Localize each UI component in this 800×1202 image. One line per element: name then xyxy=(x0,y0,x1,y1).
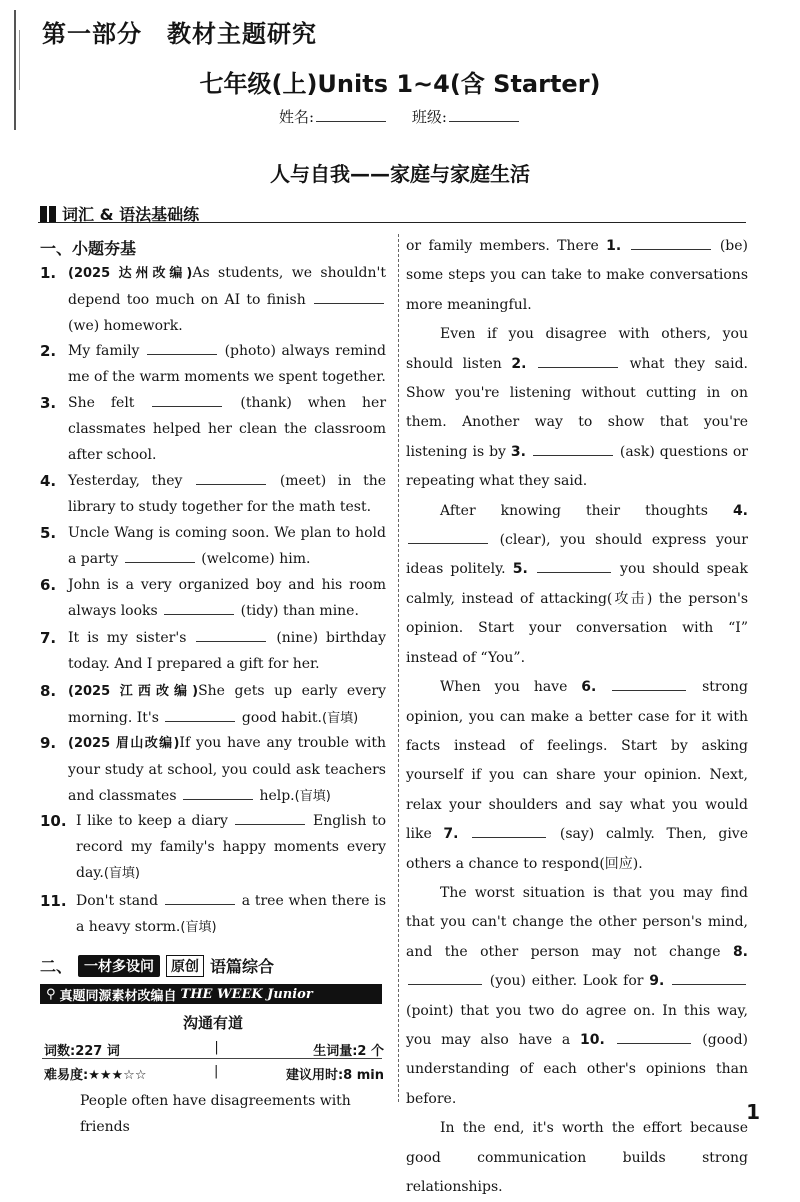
p3-text-a: After knowing their thoughts xyxy=(440,502,733,519)
question-note: (盲填) xyxy=(103,866,140,881)
question-pre-text: As students, we shouldn't depend too much on AI to finish xyxy=(68,265,387,308)
p3-text-c: you should speak calmly, instead of attacking(攻击) the person's opinion. Start your conversation with “I” instead of “You”. xyxy=(406,561,748,666)
p2-text-a: Even if you disagree with others, you should listen xyxy=(406,326,748,372)
answer-blank[interactable] xyxy=(314,289,384,304)
question-pre-text: My family xyxy=(68,343,140,359)
theme-title: 人与自我——家庭与家庭生活 xyxy=(270,162,530,186)
banner-text: 真题同源素材改编自 xyxy=(59,988,177,1004)
question-source: (2025 江西改编) xyxy=(68,684,199,699)
answer-blank[interactable] xyxy=(183,785,253,800)
question-number: 3. xyxy=(40,394,57,412)
question-pre-text: Don't stand xyxy=(76,893,159,909)
question-post-text: (tidy) than mine. xyxy=(240,603,359,619)
question-post-text: help. xyxy=(259,788,295,804)
question-note: (盲填) xyxy=(322,711,359,726)
passage-p6: In the end, it's worth the effort because good communication builds strong relationships. xyxy=(406,1120,748,1195)
question-pre-text: Yesterday, they xyxy=(68,473,183,489)
p5-text-a: The worst situation is that you may find that you can't change the other person's mind, and the other person may not change xyxy=(406,884,748,960)
question-post-text: a tree when there is a heavy storm. xyxy=(76,893,387,935)
p5-text-c: (point) that you two do agree on. In this way, you may also have a xyxy=(406,1002,748,1048)
page-number: 1 xyxy=(746,1100,760,1124)
question-pre-text: Uncle Wang is coming soon. We plan to hold a party xyxy=(68,525,386,567)
difficulty: 难易度:★★★☆☆ xyxy=(44,1068,147,1083)
p1-text-a: or family members. There xyxy=(406,238,607,254)
info-divider xyxy=(42,1058,382,1059)
question-text xyxy=(68,625,386,677)
question-number: 1. xyxy=(40,264,57,282)
info-row-2 xyxy=(44,1064,384,1083)
question-text xyxy=(68,390,386,468)
passage-column xyxy=(406,232,748,1202)
question-item xyxy=(40,572,386,624)
answer-blank[interactable] xyxy=(196,627,266,642)
question-text xyxy=(68,572,386,624)
passage-blank-7[interactable] xyxy=(472,823,546,838)
book-icon xyxy=(40,206,56,222)
p4-text-c: (say) calmly. Then, give others a chance to respond(回应). xyxy=(406,826,748,872)
question-post-text: (meet) in the library to study together for the math test. xyxy=(68,473,386,515)
p3-text-b: (clear), you should express your ideas politely. xyxy=(406,532,748,578)
question-note: (盲填) xyxy=(294,789,331,804)
new-words: 生词量:2 个 xyxy=(313,1044,384,1059)
answer-blank[interactable] xyxy=(165,890,235,905)
passage-title: 沟通有道 xyxy=(182,1014,243,1032)
question-text xyxy=(68,520,386,572)
answer-blank[interactable] xyxy=(147,340,217,355)
question-post-text: (thank) when her classmates helped her clean the classroom after school. xyxy=(68,395,387,463)
question-text xyxy=(76,888,386,941)
section2-label: 语篇综合 xyxy=(210,957,275,976)
p5-text-d: (good) understanding of each other's opinions than before. xyxy=(406,1031,749,1107)
question-text xyxy=(68,260,386,339)
answer-blank[interactable] xyxy=(165,707,235,722)
question-post-text: (photo) always remind me of the warm moments we spent together. xyxy=(68,343,386,385)
question-item xyxy=(40,888,386,941)
question-text xyxy=(76,808,386,887)
question-text xyxy=(68,730,386,810)
question-item xyxy=(40,730,386,810)
question-source: (2025 达州改编) xyxy=(68,266,193,281)
question-text xyxy=(68,338,386,390)
subsection-heading: 一、小题夯基 xyxy=(40,239,137,258)
question-number: 2. xyxy=(40,342,57,360)
blank-num-6: 6. xyxy=(581,679,597,696)
suggested-time: 建议用时:8 min xyxy=(285,1068,384,1083)
question-post-text: English to record my family's happy moments every day. xyxy=(76,813,387,881)
blank-num-10: 10. xyxy=(579,1031,605,1048)
blank-num-4: 4. xyxy=(732,502,748,519)
question-number: 8. xyxy=(40,682,57,700)
question-post-text: (welcome) him. xyxy=(201,551,311,567)
class-blank[interactable] xyxy=(449,107,519,122)
p1-text-b: (be) some steps you can take to make conversations more meaningful. xyxy=(406,238,748,313)
passage-blank-2[interactable] xyxy=(538,353,618,368)
question-item xyxy=(40,390,386,468)
passage-p1 xyxy=(406,232,748,320)
blank-num-9: 9. xyxy=(649,973,665,990)
passage-first-line: People often have disagreements with friends xyxy=(80,1093,351,1135)
info-separator: | xyxy=(214,1064,219,1079)
question-note: (盲填) xyxy=(180,920,217,935)
location-pin-icon: ⚲ xyxy=(46,986,56,1002)
p5-text-b: (you) either. Look for xyxy=(484,973,650,990)
banner-source: THE WEEK Junior xyxy=(180,986,313,1002)
main-title: 七年级(上)Units 1~4(含 Starter) xyxy=(199,70,601,98)
tag-one-material: 一材多设问 xyxy=(78,955,160,977)
p2-text-c: (ask) questions or repeating what they said. xyxy=(406,443,749,490)
blank-num-2: 2. xyxy=(511,355,527,372)
question-text xyxy=(68,468,386,520)
passage-p5 xyxy=(406,879,748,1114)
question-pre-text: I like to keep a diary xyxy=(76,813,228,829)
part-title: 第一部分 教材主题研究 xyxy=(42,20,317,48)
p2-text-b: what they said. Show you're listening without cutting in on them. Another way to show that you're listening is by xyxy=(406,355,748,460)
section2-prefix: 二、 xyxy=(40,957,73,976)
question-post-text: (nine) birthday today. And I prepared a gift for her. xyxy=(68,630,387,672)
question-post-text: good habit. xyxy=(241,710,322,726)
question-number: 5. xyxy=(40,524,57,542)
blank-num-3: 3. xyxy=(510,443,526,460)
name-class-row xyxy=(0,106,800,127)
question-source: (2025 眉山改编) xyxy=(68,736,180,751)
passage-p3 xyxy=(406,497,748,673)
blank-num-8: 8. xyxy=(732,943,748,960)
section1-heading-text: 词汇 & 语法基础练 xyxy=(62,205,200,224)
word-count: 词数:227 词 xyxy=(44,1044,120,1059)
blank-num-5: 5. xyxy=(512,561,528,578)
answer-blank[interactable] xyxy=(196,470,266,485)
answer-blank[interactable] xyxy=(125,548,195,563)
info-separator: | xyxy=(214,1040,219,1055)
question-number: 6. xyxy=(40,576,57,594)
passage-p4 xyxy=(406,673,748,879)
passage-blank-1[interactable] xyxy=(631,235,711,250)
section-divider xyxy=(38,222,746,223)
class-label: 班级: xyxy=(411,108,447,126)
passage-blank-8[interactable] xyxy=(408,970,482,985)
passage-blank-4[interactable] xyxy=(408,529,488,544)
question-number: 11. xyxy=(40,892,67,910)
question-pre-text: She felt xyxy=(68,395,135,411)
p4-text-b: strong opinion, you can make a better case for it with facts instead of feelings. Start by asking yourself if you can share your opinion. Next, relax your shoulders and say what you would like xyxy=(406,679,748,843)
passage-blank-10[interactable] xyxy=(617,1029,691,1044)
question-pre-text: If you have any trouble with your study at school, you could ask teachers and classmates xyxy=(68,735,386,804)
answer-blank[interactable] xyxy=(152,392,222,407)
question-item xyxy=(40,338,386,390)
info-row-1 xyxy=(44,1040,384,1059)
blank-num-7: 7. xyxy=(443,826,459,843)
column-divider xyxy=(398,234,399,1102)
question-number: 7. xyxy=(40,629,57,647)
question-number: 10. xyxy=(40,812,67,830)
passage-blank-5[interactable] xyxy=(537,558,611,573)
blank-num-1: 1. xyxy=(606,238,622,254)
passage-blank-9[interactable] xyxy=(672,970,746,985)
question-pre-text: John is a very organized boy and his room always looks xyxy=(68,577,386,619)
section2-heading xyxy=(40,954,274,977)
question-item xyxy=(40,260,386,339)
source-banner xyxy=(40,984,382,1004)
name-label: 姓名: xyxy=(279,108,315,126)
p4-text-a: When you have xyxy=(440,679,582,696)
answer-blank[interactable] xyxy=(235,810,305,825)
question-text xyxy=(68,678,386,732)
passage-p2 xyxy=(406,320,748,496)
question-item xyxy=(40,468,386,520)
passage-blank-6[interactable] xyxy=(612,676,686,691)
passage-blank-3[interactable] xyxy=(533,441,613,456)
question-item xyxy=(40,678,386,732)
question-pre-text: She gets up early every morning. It's xyxy=(68,683,386,726)
question-item xyxy=(40,520,386,572)
question-number: 4. xyxy=(40,472,57,490)
question-number: 9. xyxy=(40,734,57,752)
question-item xyxy=(40,808,386,887)
answer-blank[interactable] xyxy=(164,600,234,615)
tag-original: 原创 xyxy=(166,955,204,977)
question-item xyxy=(40,625,386,677)
name-blank[interactable] xyxy=(316,107,386,122)
question-post-text: (we) homework. xyxy=(68,318,183,334)
question-pre-text: It is my sister's xyxy=(68,630,187,646)
